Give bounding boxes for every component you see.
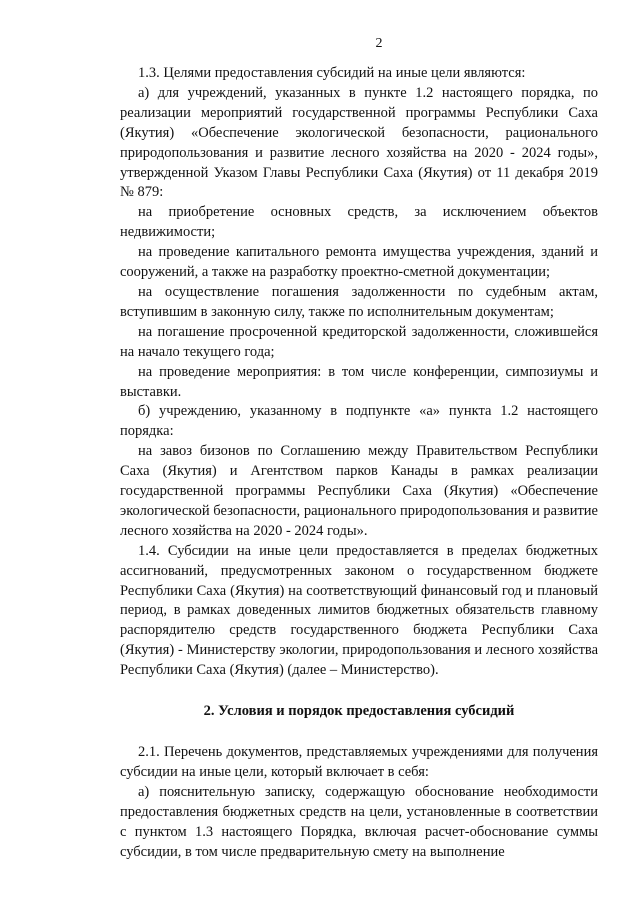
paragraph-1-3-b: б) учреждению, указанному в подпункте «а» пункта 1.2 настоящего порядка:: [120, 403, 598, 440]
page-number: 2: [375, 36, 383, 51]
paragraph-court-debt: на осуществление погашения задолженности по судебным актам, вступившим в законную силу, также по исполнительным документам;: [120, 283, 598, 320]
paragraph-1-4: 1.4. Субсидии на иные цели предоставляется в пределах бюджетных ассигнований, предусмотренных законом о государственном бюджете Республики Саха (Якутия) на соответствующий финансовый год и плановый период, в рамках доведенных лимитов бюджетных обязательств главному распорядителю средств государственного бюджета Республики Саха (Якутия) - Министерству экологии, природопользования и лесного хозяйства Республики Саха (Якутия) (далее – Министерство).: [120, 542, 598, 679]
paragraph-overdue-debt: на погашение просроченной кредиторской задолженности, сложившейся на начало текущего года;: [120, 323, 598, 360]
section-1-body: [120, 64, 598, 681]
paragraph-2-1: 2.1. Перечень документов, представляемых учреждениями для получения субсидии на иные цели, который включает в себя:: [120, 744, 598, 780]
paragraph-bison: на завоз бизонов по Соглашению между Правительством Республики Саха (Якутия) и Агентством парков Канады в рамках реализации государственной программы Республики Саха (Якутия) «Обеспечение экологической безопасности, рационального природопользования и развитие лесного хозяйства на 2020 - 2024 годы».: [120, 443, 598, 539]
paragraph-1-3-a: а) для учреждений, указанных в пункте 1.2 настоящего порядка, по реализации мероприятий государственной программы Республики Саха (Якутия) «Обеспечение экологической безопасности, рационального природопользования и развитие лесного хозяйства на 2020 - 2024 годы», утвержденной Указом Главы Республики Саха (Якутия) от 11 декабря 2019 № 879:: [120, 84, 598, 201]
paragraph-1-3: 1.3. Целями предоставления субсидий на иные цели являются:: [138, 65, 526, 81]
paragraph-fixed-assets: на приобретение основных средств, за исключением объектов недвижимости;: [120, 204, 598, 241]
paragraph-events: на проведение мероприятия: в том числе конференции, симпозиумы и выставки.: [120, 363, 598, 400]
paragraph-capital-repair: на проведение капитального ремонта имущества учреждения, зданий и сооружений, а также на разработку проектно-сметной документации;: [120, 244, 598, 281]
section-2-body: [120, 743, 598, 862]
paragraph-2-1-a: а) пояснительную записку, содержащую обоснование необходимости предоставления бюджетных средств на цели, установленные в соответствии с пунктом 1.3 настоящего Порядка, включая расчет-обоснование суммы субсидии, в том числе предварительную смету на выполнение: [120, 783, 598, 860]
section-2-heading: 2. Условия и порядок предоставления субсидий: [203, 703, 515, 720]
